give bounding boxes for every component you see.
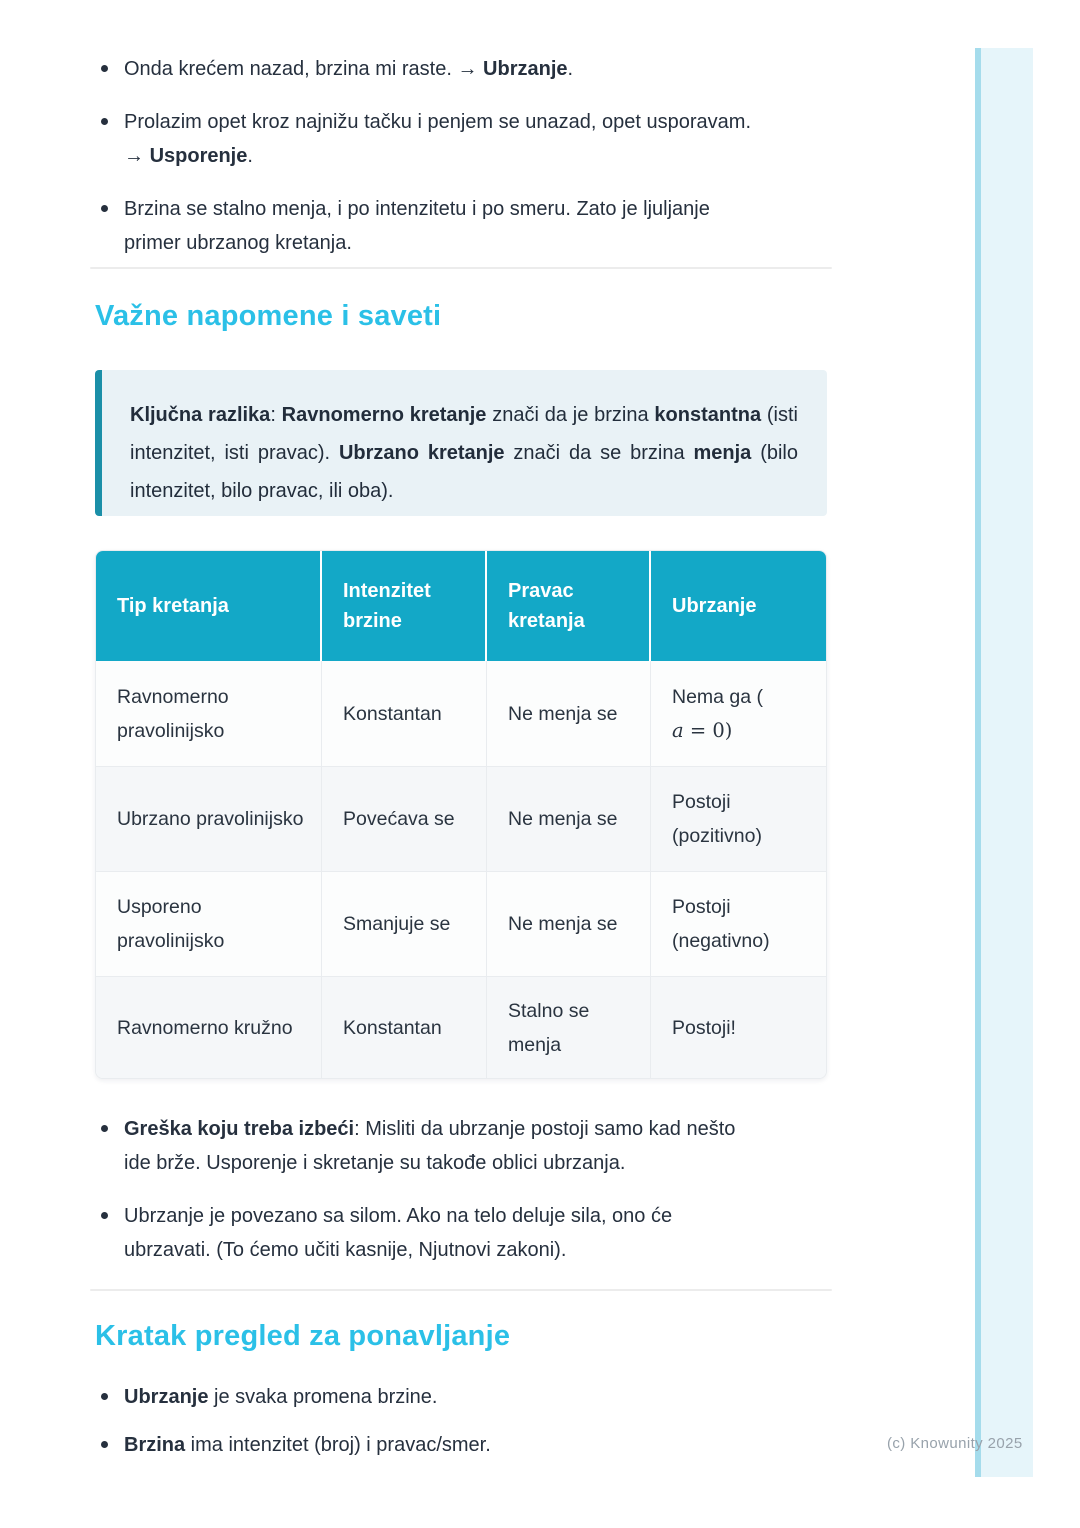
table-cell: Ravnomerno pravolinijsko bbox=[96, 661, 322, 766]
section-title-notes: Važne napomene i saveti bbox=[95, 300, 442, 332]
bullet-dot bbox=[101, 65, 108, 72]
table-cell: Smanjuje se bbox=[322, 872, 487, 976]
bullet-text: Prolazim opet kroz najnižu tačku i penjem se unazad, opet usporavam. → Usporenje. bbox=[124, 111, 752, 167]
column-header-motion-type: Tip kretanja bbox=[96, 551, 322, 661]
table-cell: Ne menja se bbox=[487, 767, 651, 871]
table-cell: Postoji (pozitivno) bbox=[672, 791, 762, 847]
table-cell: Ravnomerno kružno bbox=[96, 977, 322, 1078]
table-row bbox=[96, 871, 826, 976]
table-cell: Ubrzano pravolinijsko bbox=[96, 767, 322, 871]
bullet-list-mid bbox=[95, 1112, 810, 1286]
bullet-dot bbox=[101, 205, 108, 212]
bullet-text: Ubrzanje je svaka promena brzine. bbox=[124, 1386, 438, 1408]
bullet-dot bbox=[101, 118, 108, 125]
section-divider bbox=[90, 1289, 832, 1291]
bullet-text: Ubrzanje je povezano sa silom. Ako na telo deluje sila, ono će ubrzavati. (To ćemo učiti kasnije, Njutnovi zakoni). bbox=[124, 1205, 673, 1261]
table-cell: Usporeno pravolinijsko bbox=[96, 872, 322, 976]
table-cell: Povećava se bbox=[322, 767, 487, 871]
page-edge-stripe-fill bbox=[981, 48, 1033, 1477]
bullet-item bbox=[95, 1112, 810, 1180]
table-cell: Ne menja se bbox=[487, 661, 651, 766]
table-cell: Stalno se menja bbox=[487, 977, 651, 1078]
table-cell: Konstantan bbox=[322, 661, 487, 766]
bullet-item bbox=[95, 105, 810, 173]
callout-text: Ključna razlika: Ravnomerno kretanje znači da je brzina konstantna (isti intenzitet, isti pravac). Ubrzano kretanje znači da se brzina menja (bilo intenzitet, bilo pravac, ili oba). bbox=[130, 404, 798, 502]
column-header-acceleration: Ubrzanje bbox=[672, 595, 757, 617]
bullet-item bbox=[95, 192, 810, 260]
bullet-dot bbox=[101, 1393, 108, 1400]
table-cell: Postoji! bbox=[672, 1016, 736, 1039]
bullet-text: Brzina se stalno menja, i po intenzitetu i po smeru. Zato je ljuljanje primer ubrzanog kretanja. bbox=[124, 198, 710, 254]
bullet-item bbox=[95, 52, 810, 86]
bullet-item bbox=[95, 1428, 810, 1462]
table-cell: Ne menja se bbox=[487, 872, 651, 976]
bullet-dot bbox=[101, 1212, 108, 1219]
section-title-review: Kratak pregled za ponavljanje bbox=[95, 1320, 511, 1352]
bullet-list-top bbox=[95, 52, 810, 279]
bullet-text: Brzina ima intenzitet (broj) i pravac/smer. bbox=[124, 1434, 491, 1456]
table-header-row bbox=[96, 551, 826, 661]
table-row bbox=[96, 661, 826, 766]
bullet-item bbox=[95, 1199, 810, 1267]
section-divider bbox=[90, 267, 832, 269]
bullet-dot bbox=[101, 1441, 108, 1448]
column-header-direction: Pravac kretanja bbox=[487, 551, 651, 661]
table-cell: Postoji (negativno) bbox=[672, 896, 770, 952]
bullet-text: Onda krećem nazad, brzina mi raste. → Ubrzanje. bbox=[124, 58, 574, 80]
key-difference-callout bbox=[95, 370, 827, 516]
column-header-speed-magnitude: Intenzitet brzine bbox=[322, 551, 487, 661]
bullet-item bbox=[95, 1380, 810, 1414]
copyright-watermark: (c) Knowunity 2025 bbox=[887, 1435, 1023, 1452]
bullet-list-bottom bbox=[95, 1380, 810, 1476]
motion-comparison-table bbox=[95, 550, 827, 1079]
table-row bbox=[96, 976, 826, 1078]
table-cell: Nema ga ( a = 0) bbox=[672, 685, 764, 742]
bullet-text: Greška koju treba izbeći: Misliti da ubrzanje postoji samo kad nešto ide brže. Usporenje i skretanje su takođe oblici ubrzanja. bbox=[124, 1118, 736, 1174]
table-cell: Konstantan bbox=[322, 977, 487, 1078]
bullet-dot bbox=[101, 1125, 108, 1132]
table-row bbox=[96, 766, 826, 871]
